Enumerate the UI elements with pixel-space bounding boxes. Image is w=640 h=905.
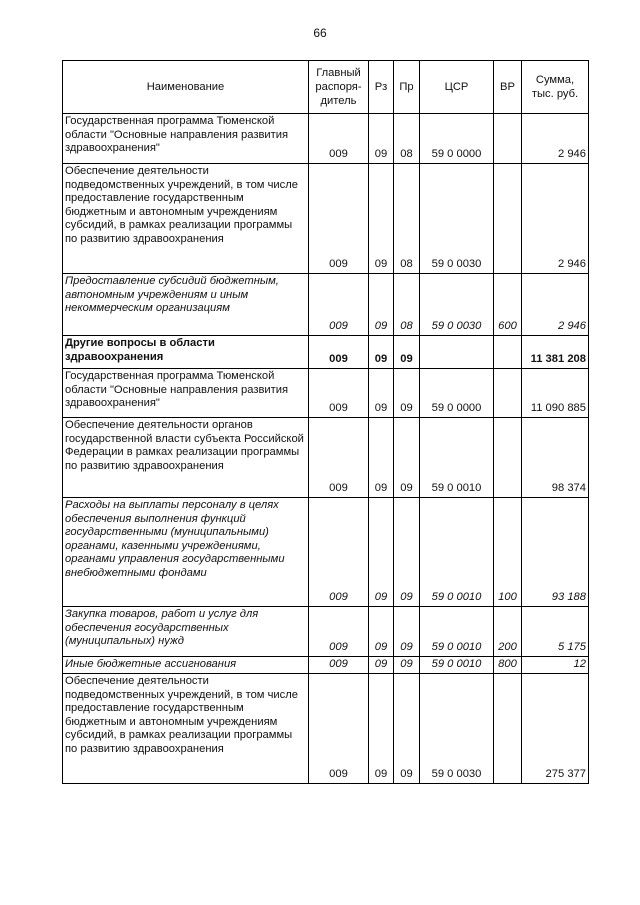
row-name: Предоставление субсидий бюджетным, автономным учреждениям и иным некоммерческим организациям	[63, 274, 309, 336]
row-csr: 59 0 0010	[420, 498, 494, 607]
row-name: Обеспечение деятельности органов государственной власти субъекта Российской Федерации в рамках реализации программы по развитию здравоохранения	[63, 418, 309, 498]
row-pr: 09	[394, 369, 420, 418]
row-sum: 2 946	[522, 274, 589, 336]
row-admin: 009	[309, 498, 369, 607]
row-rz: 09	[369, 164, 394, 274]
row-sum: 11 090 885	[522, 369, 589, 418]
row-name: Другие вопросы в области здравоохранения	[63, 336, 309, 369]
row-csr	[420, 336, 494, 369]
row-vr	[494, 164, 522, 274]
row-sum: 2 946	[522, 164, 589, 274]
row-sum: 2 946	[522, 114, 589, 164]
row-vr	[494, 336, 522, 369]
row-vr	[494, 369, 522, 418]
row-vr	[494, 674, 522, 784]
row-sum: 93 188	[522, 498, 589, 607]
row-csr: 59 0 0030	[420, 274, 494, 336]
table-row	[63, 674, 589, 784]
row-admin: 009	[309, 674, 369, 784]
row-name: Обеспечение деятельности подведомственных учреждений, в том числе предоставление государственным бюджетным и автономным учреждениям субсидий, в рамках реализации программы по развитию здравоохранения	[63, 164, 309, 274]
row-rz: 09	[369, 674, 394, 784]
row-name: Государственная программа Тюменской области "Основные направления развития здравоохранения"	[63, 369, 309, 418]
row-pr: 08	[394, 164, 420, 274]
row-name: Расходы на выплаты персоналу в целях обеспечения выполнения функций государственными (муниципальными) органами, казенными учреждениями, органами управления государственными внебюджетными фондами	[63, 498, 309, 607]
row-pr: 09	[394, 418, 420, 498]
page-number: 66	[313, 26, 327, 40]
row-vr: 200	[494, 607, 522, 657]
header-admin: Главный распоря-дитель	[309, 61, 369, 114]
table-row	[63, 418, 589, 498]
table-row	[63, 164, 589, 274]
row-vr: 600	[494, 274, 522, 336]
header-name: Наименование	[63, 61, 309, 114]
row-rz: 09	[369, 498, 394, 607]
row-pr: 09	[394, 674, 420, 784]
row-rz: 09	[369, 607, 394, 657]
row-vr: 800	[494, 657, 522, 674]
header-csr: ЦСР	[420, 61, 494, 114]
table-row	[63, 498, 589, 607]
row-csr: 59 0 0010	[420, 607, 494, 657]
row-vr	[494, 418, 522, 498]
header-vr: ВР	[494, 61, 522, 114]
header-row	[63, 61, 589, 114]
header-sum: Сумма, тыс. руб.	[522, 61, 589, 114]
row-pr: 09	[394, 498, 420, 607]
row-admin: 009	[309, 164, 369, 274]
row-rz: 09	[369, 274, 394, 336]
row-admin: 009	[309, 607, 369, 657]
row-name: Закупка товаров, работ и услуг для обеспечения государственных (муниципальных) нужд	[63, 607, 309, 657]
row-admin: 009	[309, 114, 369, 164]
row-pr: 09	[394, 607, 420, 657]
row-admin: 009	[309, 274, 369, 336]
row-admin: 009	[309, 657, 369, 674]
budget-table	[62, 60, 589, 784]
row-pr: 09	[394, 657, 420, 674]
row-csr: 59 0 0010	[420, 418, 494, 498]
row-csr: 59 0 0000	[420, 369, 494, 418]
row-csr: 59 0 0010	[420, 657, 494, 674]
row-rz: 09	[369, 369, 394, 418]
header-rz: Рз	[369, 61, 394, 114]
row-sum: 98 374	[522, 418, 589, 498]
row-csr: 59 0 0000	[420, 114, 494, 164]
table-row	[63, 657, 589, 674]
row-vr: 100	[494, 498, 522, 607]
row-name: Государственная программа Тюменской области "Основные направления развития здравоохранения"	[63, 114, 309, 164]
row-sum: 12	[522, 657, 589, 674]
row-admin: 009	[309, 369, 369, 418]
row-admin: 009	[309, 418, 369, 498]
row-sum: 11 381 208	[522, 336, 589, 369]
row-name: Обеспечение деятельности подведомственных учреждений, в том числе предоставление государственным бюджетным и автономным учреждениям субсидий, в рамках реализации программы по развитию здравоохранения	[63, 674, 309, 784]
row-sum: 5 175	[522, 607, 589, 657]
row-rz: 09	[369, 336, 394, 369]
row-pr: 08	[394, 114, 420, 164]
row-rz: 09	[369, 418, 394, 498]
table-row	[63, 336, 589, 369]
row-pr: 08	[394, 274, 420, 336]
table-row	[63, 607, 589, 657]
row-csr: 59 0 0030	[420, 164, 494, 274]
row-name: Иные бюджетные ассигнования	[63, 657, 309, 674]
row-rz: 09	[369, 657, 394, 674]
row-vr	[494, 114, 522, 164]
row-sum: 275 377	[522, 674, 589, 784]
row-admin: 009	[309, 336, 369, 369]
row-csr: 59 0 0030	[420, 674, 494, 784]
header-pr: Пр	[394, 61, 420, 114]
table-row	[63, 114, 589, 164]
row-pr: 09	[394, 336, 420, 369]
table-row	[63, 369, 589, 418]
row-rz: 09	[369, 114, 394, 164]
table-row	[63, 274, 589, 336]
